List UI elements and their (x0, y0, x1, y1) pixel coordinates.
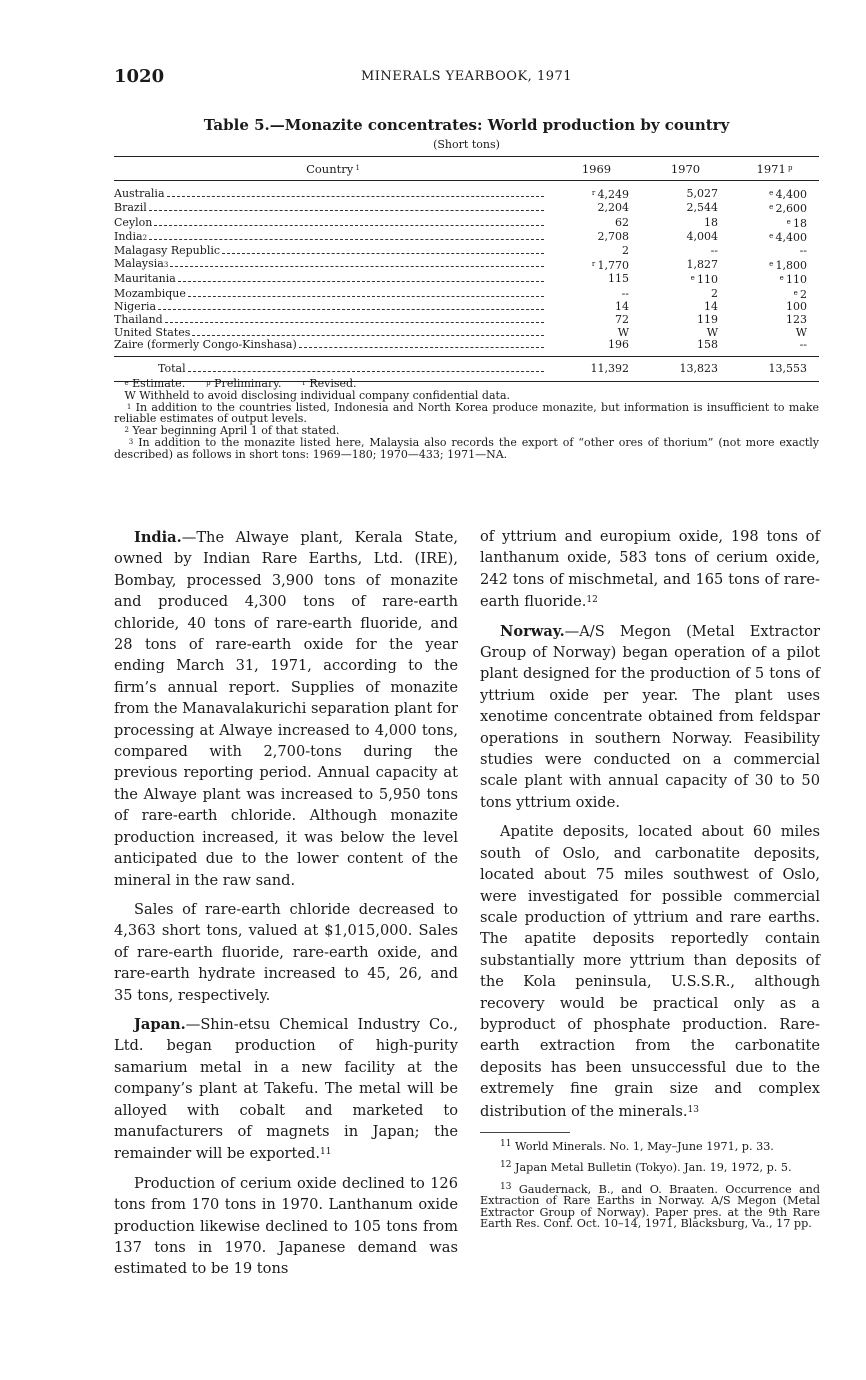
footnotes (480, 1139, 820, 1230)
table-row (114, 201, 819, 216)
value-1970: 14 (704, 300, 718, 314)
heading-india: India. (134, 529, 182, 546)
table-unit: (Short tons) (433, 138, 500, 151)
paragraph-norway: Norway.—A/S Megon (Metal Extractor Group of Norway) began operation of a pilot plant designed for the production of 5 tons of yttrium oxide per year. The plant uses xenotime concentrate obtained from feldspar operations in southern Norway. Feasibility studies were conducted on a commercial scale plant with annual capacity of 30 to 50 tons yttrium oxide. (480, 622, 820, 811)
footnote: $^{12}$ Japan Metal Bulletin (Tokyo). Jan. 19, 1972, p. 5. (500, 1160, 792, 1175)
value-1969: 2 (622, 243, 629, 257)
table-row (114, 287, 819, 302)
country-cell: Brazil (114, 201, 552, 216)
value-1969: 2,708 (597, 230, 629, 244)
country-cell: India 2 (114, 230, 552, 245)
running-title: MINERALS YEARBOOK, 1971 (360, 69, 573, 84)
left-column (114, 527, 458, 1288)
ref-12: 12 (586, 595, 598, 606)
page-number: 1020 (114, 66, 165, 87)
paragraph-india: India.—The Alwaye plant, Kerala State, owned by Indian Rare Earths, Ltd. (IRE), Bombay, processed 3,900 tons of monazite and produced 4,300 tons of rare-earth chloride, 40 tons of rare-earth fluoride, and 28 tons of rare-earth oxide for the year ending March 31, 1971, according to the firm’s annual report. Supplies of monazite from the Manavalakurichi separation plant for processing at Alwaye increased to 4,000 tons, compared with 2,700-tons during the previous reporting period. Annual capacity at the Alwaye plant was increased to 5,950 tons of rare-earth chloride. Although monazite production increased, it was below the level anticipated due to the lower content of the mineral in the raw sand. (114, 529, 458, 889)
footnote-rule (480, 1132, 570, 1133)
value-1971: $^e$ 2,600 (769, 202, 807, 216)
paragraph-cerium-continued: of yttrium and europium oxide, 198 tons of lanthanum oxide, 583 tons of cerium oxide, 242 tons of mischmetal, and 165 tons of rare-earth fluoride.$^{12}$ (480, 528, 820, 611)
total-label: Total (114, 356, 552, 382)
country-cell: Malaysia 3 (114, 258, 552, 273)
total-1971: 13,553 (730, 356, 819, 382)
value-1970: $^e$ 110 (690, 273, 718, 287)
value-1971: -- (799, 243, 807, 257)
table-row (114, 216, 819, 231)
value-1970: 119 (697, 312, 718, 326)
table-row (114, 314, 819, 327)
value-1971: 123 (786, 312, 807, 326)
value-1970: -- (710, 243, 718, 257)
value-1971: $^e$ 4,400 (769, 231, 807, 245)
value-1971: $^e$ 110 (779, 273, 807, 287)
ref-13: 13 (687, 1104, 699, 1115)
value-1970: 2 (711, 286, 718, 300)
value-1970: W (706, 325, 718, 339)
value-1970: 158 (697, 338, 718, 352)
total-1969: 11,392 (552, 356, 641, 382)
note-1: 1 In addition to the countries listed, Indonesia and North Korea produce monazite, but information is insufficient to make reliable estimates of output levels. (114, 400, 819, 426)
notes-legend: e Estimate. p Preliminary. r Revised. (124, 377, 357, 390)
table-row (114, 258, 819, 273)
note-withheld: W Withheld to avoid disclosing individual company confidential data. (124, 388, 510, 402)
note-3: 3 In addition to the monazite listed here, Malaysia also records the export of “other ores of thorium” (not more exactly described) as follows in short tons: 1969—180; 1970—433; 1971—NA. (114, 435, 820, 461)
value-1969: 14 (615, 300, 629, 314)
value-1969: $^r$ 1,770 (591, 258, 629, 272)
paragraph-cerium: Production of cerium oxide declined to 126 tons from 170 tons in 1970. Lanthanum oxide production likewise declined to 105 tons from 137 tons in 1970. Japanese demand was estimated to be 19 tons (114, 1174, 458, 1278)
note-2: 2 Year beginning April 1 of that stated. (124, 424, 340, 438)
value-1969: 196 (608, 338, 629, 352)
country-cell: Nigeria (114, 301, 552, 314)
country-cell: Malagasy Republic (114, 245, 552, 258)
table-row (114, 180, 819, 201)
heading-norway: Norway. (500, 622, 565, 640)
table-row (114, 272, 819, 287)
right-column (480, 526, 820, 1238)
country-cell: Australia (114, 180, 552, 201)
value-1969: 62 (615, 215, 629, 229)
value-1970: 18 (704, 215, 718, 229)
value-1969: -- (621, 286, 629, 300)
value-1971: -- (799, 338, 807, 352)
country-cell: Mauritania (114, 272, 552, 287)
col-header-1970: 1970 (641, 157, 730, 181)
col-header-country: Country $^1$ (114, 157, 552, 181)
value-1969: 115 (608, 272, 629, 286)
country-cell: United States (114, 327, 552, 340)
total-1970: 13,823 (641, 356, 730, 382)
country-cell: Zaire (formerly Congo-Kinshasa) (114, 339, 552, 356)
value-1971: $^e$ 4,400 (769, 187, 807, 201)
table-header-row (114, 157, 819, 181)
table-title: Table 5.—Monazite concentrates: World production by country (203, 116, 730, 134)
table-row (114, 230, 819, 245)
col-header-1971: 1971 $^p$ (730, 157, 819, 181)
country-cell: Thailand (114, 314, 552, 327)
value-1969: W (617, 325, 629, 339)
value-1971: 100 (786, 300, 807, 314)
paragraph-japan: Japan.—Shin-etsu Chemical Industry Co., Ltd. began production of high-purity samarium metal in a new facility at the company’s plant at Takefu. The metal will be alloyed with cobalt and marketed to manufacturers of magnets in Japan; the remainder will be exported.$^{11}$ (114, 1015, 458, 1163)
value-1970: 4,004 (686, 230, 718, 244)
country-cell: Mozambique (114, 287, 552, 302)
paragraph-apatite: Apatite deposits, located about 60 miles south of Oslo, and carbonatite deposits, located about 75 miles southwest of Oslo, were investigated for possible commercial scale production of yttrium and rare earths. The apatite deposits reportedly contain substantially more yttrium than deposits of the Kola peninsula, U.S.S.R., although recovery would be practical only as a byproduct of phosphate production. Rare-earth extraction from the carbonatite deposits has been unsuccessful due to the extremely fine grain size and complex distribution of the minerals.$^{13}$ (480, 823, 820, 1120)
country-cell: Ceylon (114, 216, 552, 231)
value-1970: 1,827 (686, 257, 718, 271)
value-1970: 2,544 (686, 201, 718, 215)
page-header (114, 66, 819, 90)
heading-japan: Japan. (134, 1015, 186, 1033)
value-1971: $^e$ 1,800 (769, 258, 807, 272)
paragraph-sales: Sales of rare-earth chloride decreased to 4,363 short tons, valued at $1,015,000. Sales of rare-earth fluoride, rare-earth oxide, and rare-earth hydrate increased to 45, 26, and 35 tons, respectively. (114, 900, 458, 1004)
footnote: $^{11}$ World Minerals. No. 1, May–June 1971, p. 33. (500, 1138, 774, 1153)
col-header-1969: 1969 (552, 157, 641, 181)
value-1971: $^e$ 18 (786, 216, 807, 230)
table-notes (114, 378, 819, 461)
value-1969: 72 (615, 312, 629, 326)
footnote: $^{13}$ Gaudernack, B., and O. Braaten. Occurrence and Extraction of Rare Earths in Norway. A/S Megon (Metal Extractor Group of Norway). Paper pres. at the 9th Rare Earth Res. Conf. Oct. 10–14, 1971, Blacksburg, Va., 17 pp. (480, 1181, 820, 1231)
production-table (114, 156, 819, 382)
value-1970: 5,027 (686, 186, 718, 200)
value-1971: $^e$ 2 (793, 287, 807, 301)
table-row (114, 245, 819, 258)
value-1969: 2,204 (597, 201, 629, 215)
ref-11: 11 (320, 1147, 332, 1158)
value-1971: W (795, 325, 807, 339)
table-row (114, 339, 819, 356)
value-1969: $^r$ 4,249 (591, 187, 629, 201)
